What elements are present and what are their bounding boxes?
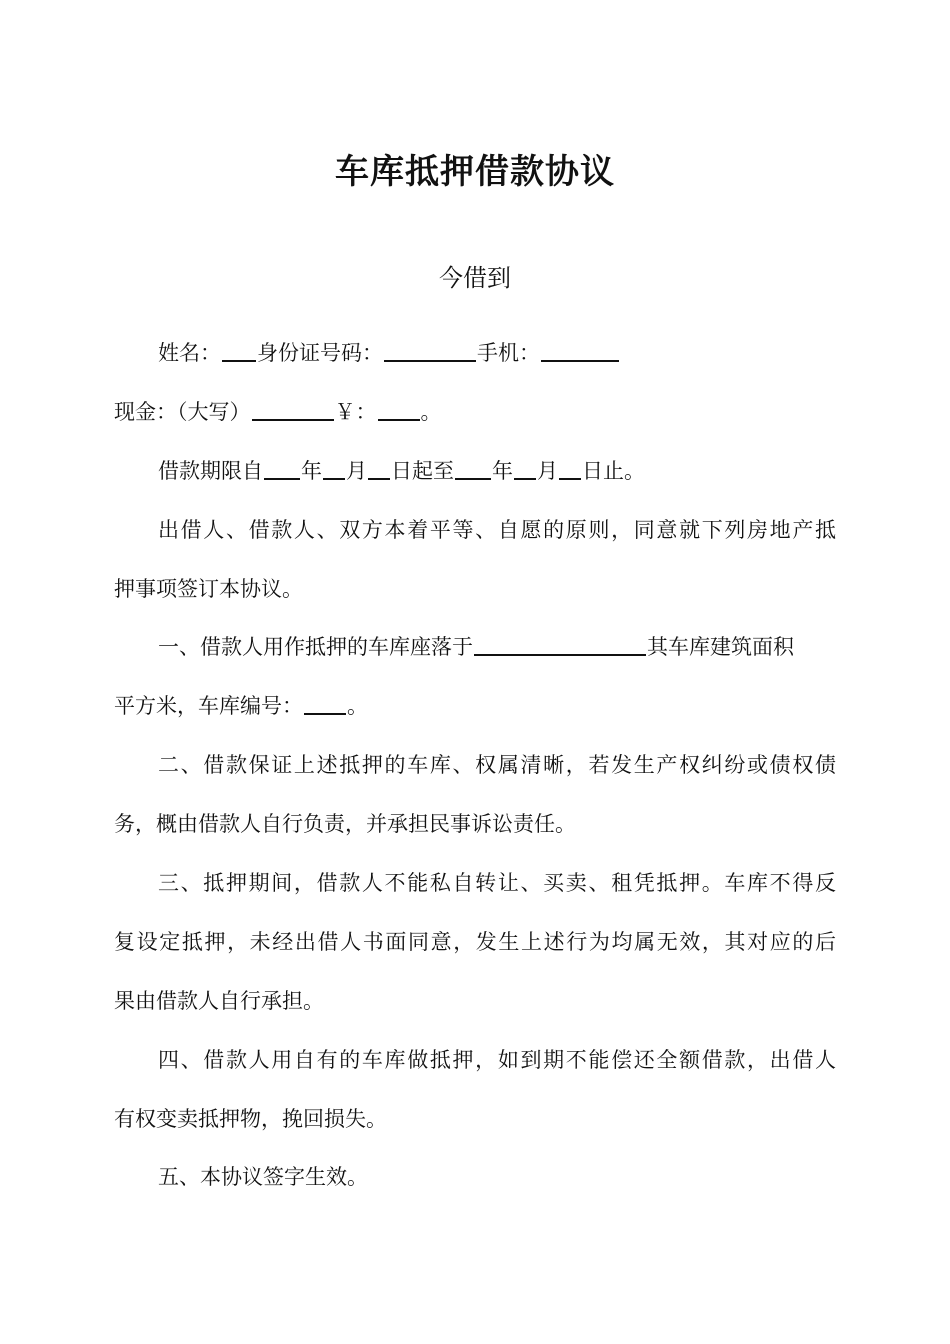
cash-amount-line <box>114 397 836 427</box>
cash-yuan-label: ￥： <box>334 400 377 424</box>
id-number-label: 身份证号码： <box>257 341 383 365</box>
period-from-label: 借款期限自 <box>158 459 263 483</box>
name-blank <box>222 340 256 362</box>
year-label: 年 <box>301 459 322 483</box>
clause-1-end: 。 <box>347 694 368 718</box>
end-month-blank <box>514 458 536 480</box>
cash-uppercase-blank <box>252 399 334 421</box>
intro-paragraph-line-1: 出借人、借款人、双方本着平等、自愿的原则，同意就下列房地产抵 <box>158 518 836 542</box>
clause-3-line-2: 复设定抵押，未经出借人书面同意，发生上述行为均属无效，其对应的后 <box>114 930 836 954</box>
period-end-label: 日止。 <box>582 459 645 483</box>
garage-number-blank <box>304 693 346 715</box>
borrower-info-line <box>114 338 836 368</box>
start-day-blank <box>368 458 390 480</box>
clause-1-line-1 <box>114 632 836 662</box>
clause-2-line-1: 二、借款保证上述抵押的车库、权属清晰，若发生产权纠纷或债权债 <box>158 753 836 777</box>
month-label: 月 <box>537 459 558 483</box>
phone-label: 手机： <box>477 341 540 365</box>
clause-1-location-label: 一、借款人用作抵押的车库座落于 <box>158 635 473 659</box>
garage-number-label: 平方米，车库编号： <box>114 694 303 718</box>
clause-3-line-1: 三、抵押期间，借款人不能私自转让、买卖、租凭抵押。车库不得反 <box>158 871 836 895</box>
clause-1-area-label: 其车库建筑面积 <box>647 635 794 659</box>
month-label: 月 <box>346 459 367 483</box>
document-title: 车库抵押借款协议 <box>335 152 615 192</box>
document-subtitle: 今借到 <box>439 264 511 292</box>
clause-4-line-2: 有权变卖抵押物，挽回损失。 <box>114 1107 387 1131</box>
start-year-blank <box>264 458 300 480</box>
garage-location-blank <box>474 634 646 656</box>
clause-5-line-1: 五、本协议签字生效。 <box>158 1165 368 1189</box>
name-label: 姓名： <box>158 341 221 365</box>
loan-period-line <box>114 456 836 486</box>
clause-4-line-1: 四、借款人用自有的车库做抵押，如到期不能偿还全额借款，出借人 <box>158 1048 836 1072</box>
start-month-blank <box>323 458 345 480</box>
end-year-blank <box>455 458 491 480</box>
cash-line-end: 。 <box>420 400 442 424</box>
cash-uppercase-label: 现金：（大写） <box>114 400 251 424</box>
id-number-blank <box>384 340 476 362</box>
end-day-blank <box>559 458 581 480</box>
clause-2-line-2: 务，概由借款人自行负责，并承担民事诉讼责任。 <box>114 812 576 836</box>
clause-1-line-2 <box>114 691 836 721</box>
cash-yuan-blank <box>378 399 420 421</box>
phone-blank <box>541 340 619 362</box>
period-to-label: 日起至 <box>391 459 454 483</box>
intro-paragraph-line-2: 押事项签订本协议。 <box>114 577 303 601</box>
clause-3-line-3: 果由借款人自行承担。 <box>114 989 324 1013</box>
year-label: 年 <box>492 459 513 483</box>
